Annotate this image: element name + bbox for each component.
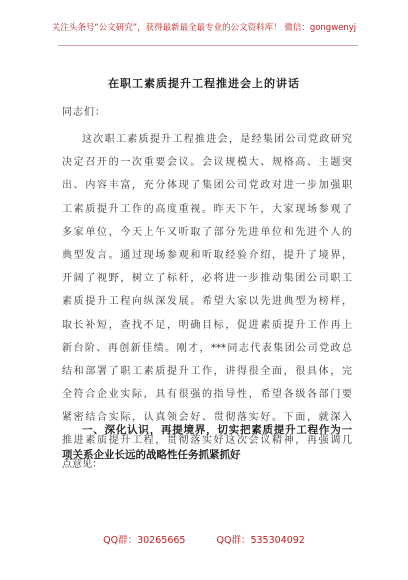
paragraph-line: 新台阶、再创新佳绩。刚才，***同志代表集团公司党政总 — [62, 342, 352, 354]
paragraph-line: 出、内容丰富，充分体现了集团公司党政对进一步加强职 — [62, 180, 352, 192]
paragraph-line: 取长补短，查找不足，明确目标，促进素质提升工作再上 — [62, 319, 352, 331]
paragraph-line: 工素质提升工作的高度重视。昨天下午，大家现场参观了 — [62, 203, 352, 215]
document-title: 在职工素质提升工程推进会上的讲话 — [108, 77, 300, 90]
section-heading-line: 一、深化认识，再提境界，切实把素质提升工程作为一 — [82, 424, 352, 436]
paragraph-line: 结和部署了职工素质提升工作，讲得很全面，很具体，完 — [62, 365, 352, 377]
paragraph-line: 多家单位，今天上午又听取了部分先进单位和先进个人的 — [62, 226, 352, 238]
paragraph-line: 点意见： — [62, 458, 102, 470]
header-notice: 关注头条号“公文研究”，获得最新最全最专业的公文资料库！ 微信：gongwenyj — [51, 23, 357, 33]
paragraph-line: 素质提升工程向纵深发展。希望大家以先进典型为榜样， — [62, 296, 352, 308]
section-heading — [62, 418, 352, 468]
footer-qq-group-1: QQ群：30265665 — [103, 535, 186, 546]
paragraph-line: 开阔了视野，树立了标杆，必将进一步推动集团公司职工 — [62, 273, 352, 285]
paragraph-line: 全符合企业实际，具有很强的指导性，希望各级各部门要 — [62, 389, 352, 401]
header-divider — [58, 45, 358, 46]
paragraph-line: 推进素质提升工程，贯彻落实好这次会议精神，再强调几 — [62, 435, 352, 447]
paragraph-line: 这次职工素质提升工程推进会，是经集团公司党政研究 — [82, 134, 352, 145]
section-heading-line: 项关系企业长远的战略性任务抓紧抓好 — [62, 449, 241, 461]
footer-qq-group-2: QQ群：535304092 — [216, 535, 305, 546]
paragraph-line: 紧密结合实际，认真领会好、贯彻落实好。下面，就深入 — [62, 412, 352, 424]
paragraph-line: 典型发言。通过现场参观和听取经验介绍，提升了境界， — [62, 249, 352, 261]
paragraph-line: 决定召开的一次重要会议。会议规模大、规格高、主题突 — [62, 157, 352, 169]
salutation: 同志们： — [62, 107, 106, 118]
footer-contacts — [0, 532, 408, 546]
